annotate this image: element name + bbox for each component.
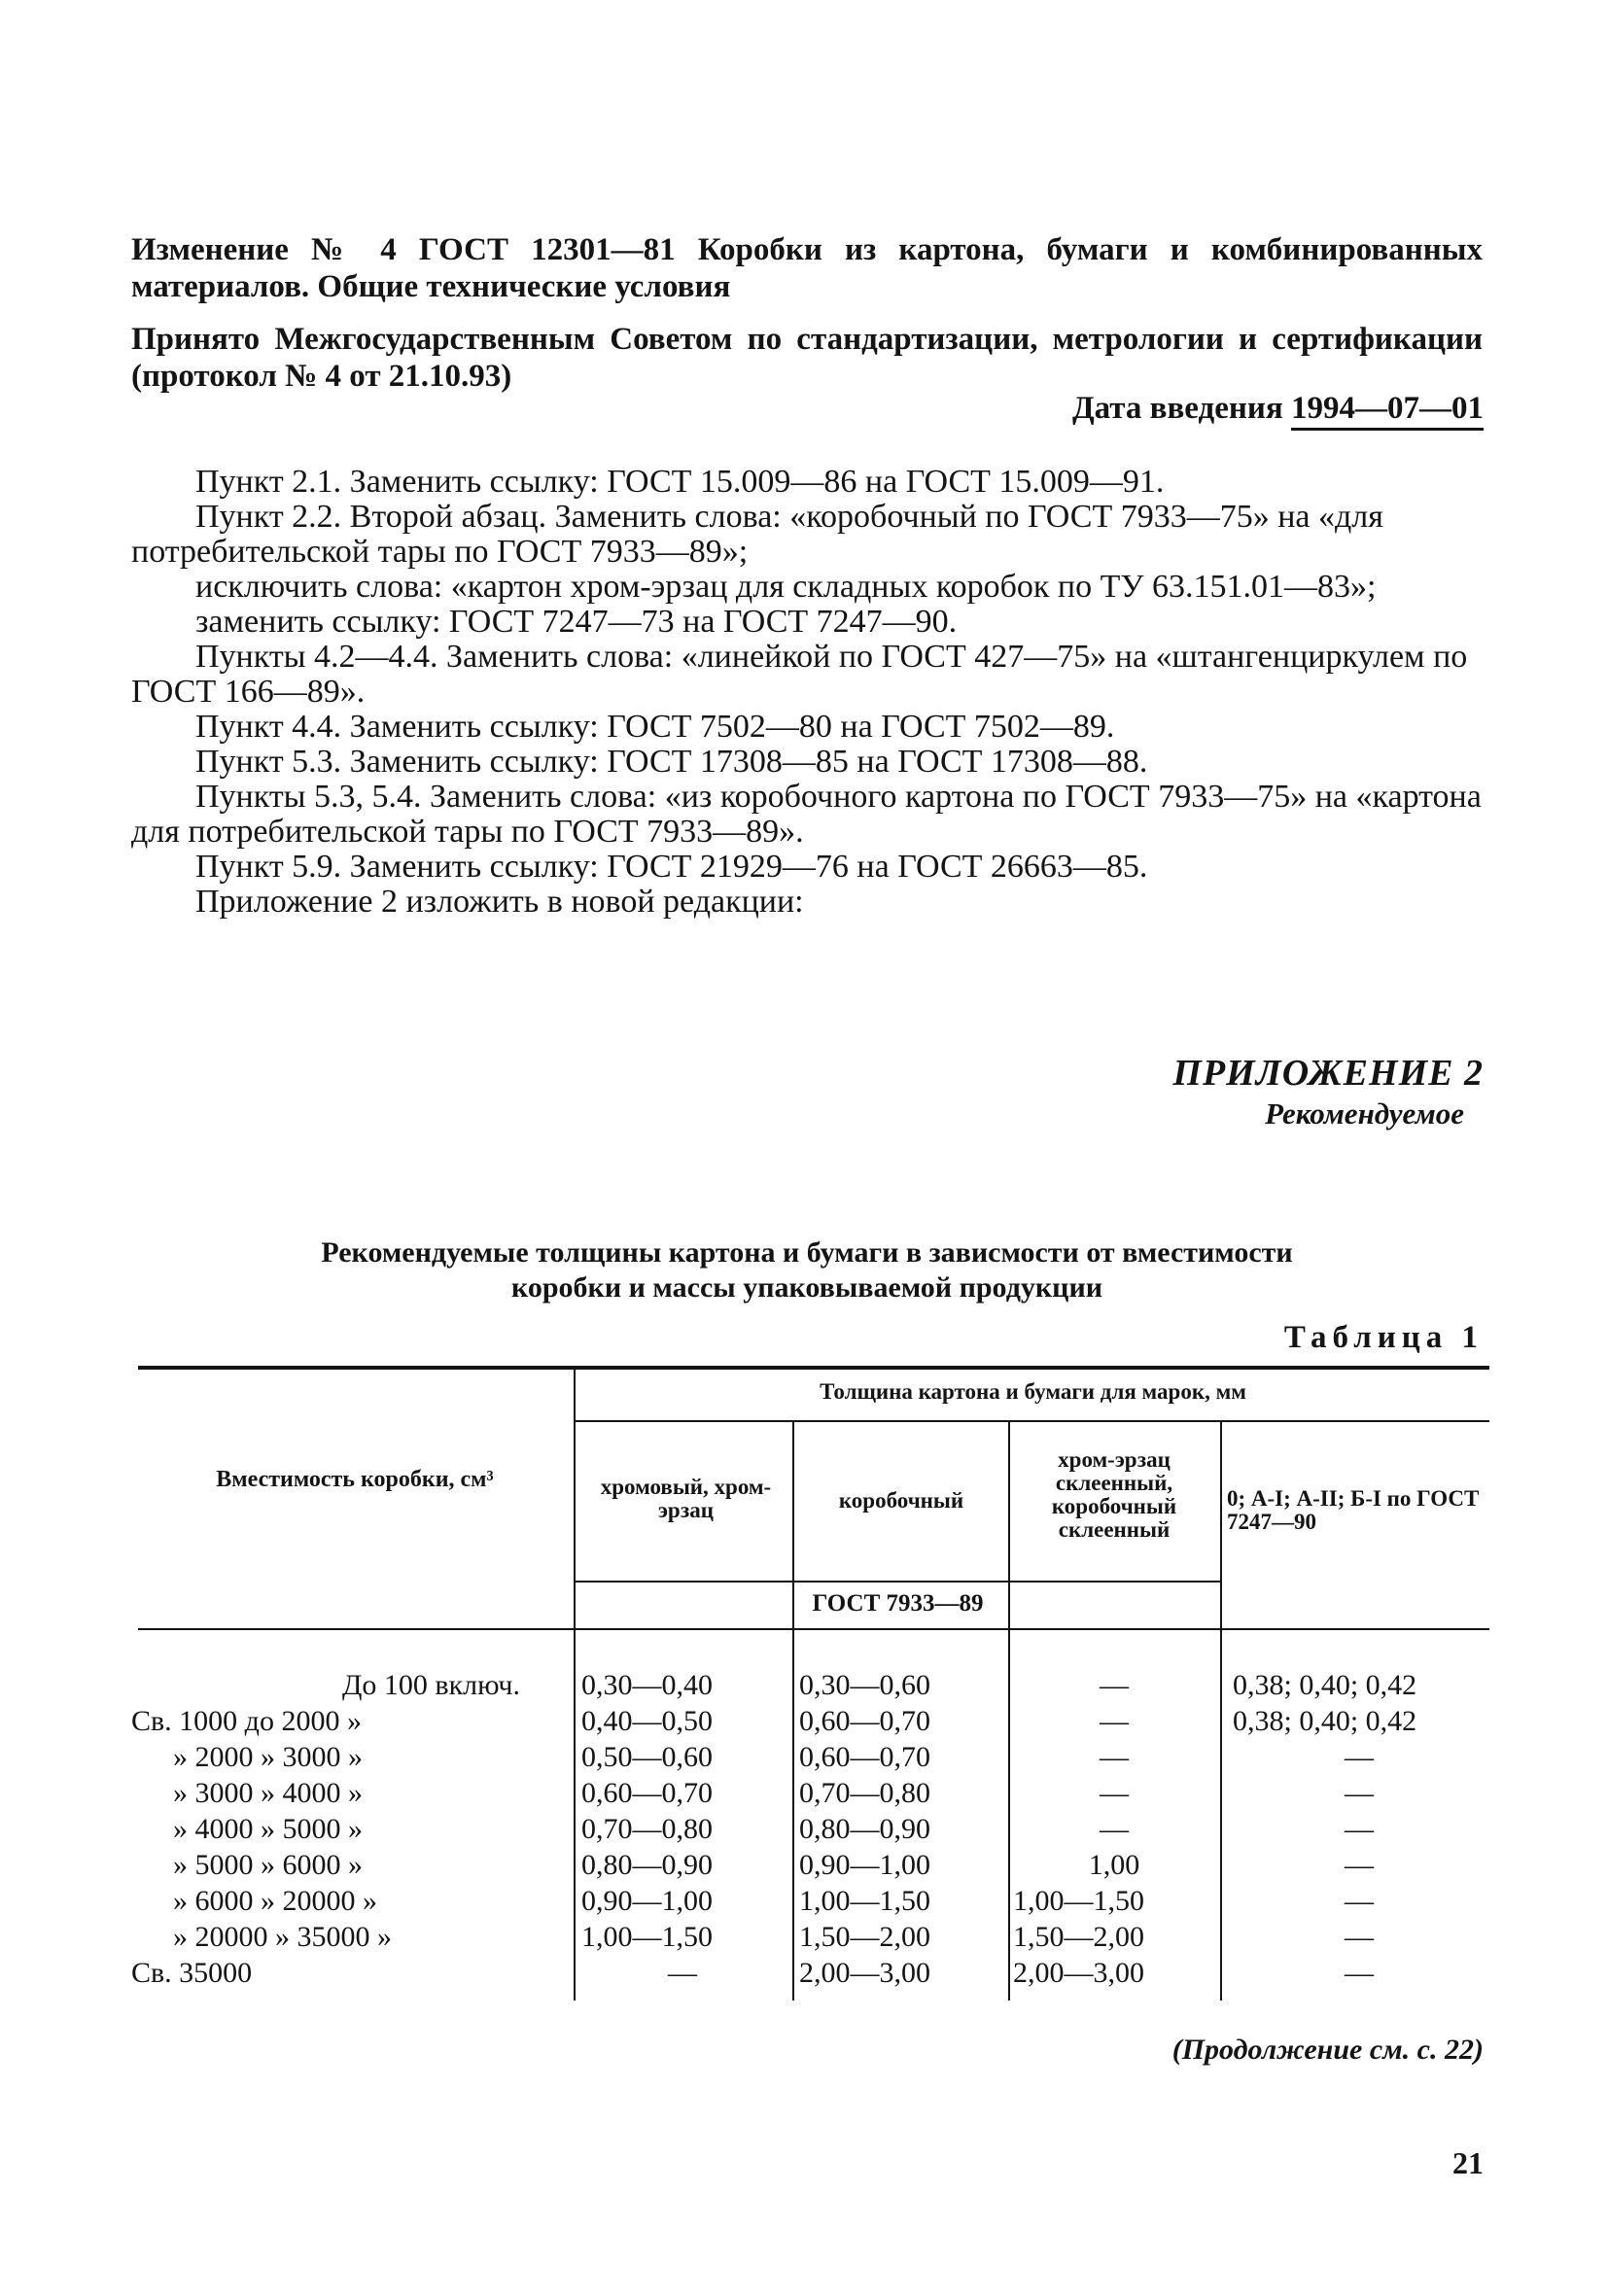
cell-value: 1,00—1,50	[1013, 1885, 1144, 1917]
cell-value: 0,90—1,00	[581, 1885, 713, 1917]
cell-value: 1,00—1,50	[799, 1885, 930, 1917]
cell-value: —	[1100, 1741, 1129, 1773]
change-item: Пункт 2.2. Второй абзац. Заменить слова: «коробочный по ГОСТ 7933—75» на «для потребительской тары по ГОСТ 7933—89»;	[131, 499, 1383, 570]
cell-value: —	[668, 1957, 697, 1989]
change-item: Пункт 5.3. Заменить ссылку: ГОСТ 17308—85 на ГОСТ 17308—88.	[195, 744, 1148, 780]
cell-value: —	[1345, 1741, 1374, 1773]
cell-value: —	[1345, 1957, 1374, 1989]
cell-value: —	[1100, 1813, 1129, 1845]
change-item: исключить слова: «картон хром-эрзац для складных коробок по ТУ 63.151.01—83»;	[195, 569, 1377, 605]
cell-value: —	[1345, 1777, 1374, 1809]
cell-value: —	[1345, 1849, 1374, 1881]
th-gost7933: ГОСТ 7933—89	[812, 1590, 984, 1617]
table-col-divider	[792, 1422, 794, 2000]
table-subheader-rule	[576, 1420, 1489, 1422]
th-col-chrome: хромовый, хром-эрзац	[600, 1475, 772, 1522]
date-value: 1994—07—01	[1291, 391, 1484, 431]
date-label: Дата введения	[1071, 391, 1283, 426]
cell-capacity: Св. 35000	[131, 1957, 253, 1989]
change-item: Приложение 2 изложить в новой редакции:	[195, 884, 804, 920]
cell-value: 0,60—0,70	[581, 1777, 713, 1809]
change-list	[131, 465, 1483, 920]
cell-value: 0,38; 0,40; 0,42	[1233, 1705, 1417, 1737]
cell-capacity: » 4000 » 5000 »	[173, 1813, 363, 1845]
table-title-line1: Рекомендуемые толщины картона и бумаги в зависмости от вместимости	[321, 1236, 1293, 1269]
cell-value: 1,00—1,50	[581, 1921, 713, 1953]
amendment-title: Изменение № 4 ГОСТ 12301—81 Коробки из картона, бумаги и комбинированных материалов. Общие технические условия	[131, 232, 1483, 304]
cell-capacity: » 2000 » 3000 »	[173, 1741, 363, 1773]
cell-capacity: » 5000 » 6000 »	[173, 1849, 363, 1881]
table-col-divider	[1008, 1422, 1010, 2000]
cell-value: 1,50—2,00	[1013, 1921, 1144, 1953]
cell-value: 0,90—1,00	[799, 1849, 930, 1881]
cell-value: 0,30—0,40	[581, 1669, 713, 1701]
cell-value: 1,00	[1088, 1849, 1140, 1881]
table-top-rule	[138, 1366, 1489, 1370]
cell-value: —	[1100, 1705, 1129, 1737]
cell-value: 1,50—2,00	[799, 1921, 930, 1953]
cell-capacity: Св. 1000 до 2000 »	[131, 1705, 362, 1737]
cell-value: —	[1100, 1777, 1129, 1809]
th-col-box: коробочный	[838, 1488, 964, 1513]
adopted-note: Принято Межгосударственным Советом по стандартизации, метрологии и сертификации (протокол № 4 от 21.10.93)	[131, 322, 1483, 394]
cell-capacity: » 20000 » 35000 »	[173, 1921, 392, 1953]
cell-capacity: » 3000 » 4000 »	[173, 1777, 363, 1809]
th-capacity: Вместимость коробки, см³	[216, 1467, 494, 1492]
cell-value: 0,60—0,70	[799, 1741, 930, 1773]
appendix-status: Рекомендуемое	[1265, 1096, 1464, 1131]
change-item: Пункт 2.1. Заменить ссылку: ГОСТ 15.009—86 на ГОСТ 15.009—91.	[195, 464, 1165, 500]
effective-date	[1072, 391, 1484, 427]
cell-value: —	[1100, 1669, 1129, 1701]
cell-value: 0,70—0,80	[581, 1813, 713, 1845]
cell-value: 0,80—0,90	[581, 1849, 713, 1881]
cell-value: —	[1345, 1813, 1374, 1845]
cell-value: 0,80—0,90	[799, 1813, 930, 1845]
change-item: Пункты 5.3, 5.4. Заменить слова: «из коробочного картона по ГОСТ 7933—75» на «картона для потребительской тары по ГОСТ 7933—89».	[131, 779, 1482, 850]
cell-capacity: » 6000 » 20000 »	[173, 1885, 377, 1917]
appendix-label: ПРИЛОЖЕНИЕ 2	[1172, 1053, 1484, 1094]
table-col-divider	[1220, 1422, 1222, 2000]
change-item: заменить ссылку: ГОСТ 7247—73 на ГОСТ 7247—90.	[195, 604, 958, 640]
cell-value: 0,40—0,50	[581, 1705, 713, 1737]
table-gost-rule	[576, 1581, 1220, 1583]
cell-value: —	[1345, 1921, 1374, 1953]
change-item: Пункт 4.4. Заменить ссылку: ГОСТ 7502—80 на ГОСТ 7502—89.	[195, 709, 1115, 745]
th-col-glued: хром-эрзац склеенный, коробочный склеенный	[1051, 1447, 1177, 1542]
table-title-line2: коробки и массы упаковываемой продукции	[510, 1271, 1103, 1304]
page-number: 21	[1452, 2145, 1484, 2180]
th-col-gost7247: 0; А-I; А-II; Б-I по ГОСТ 7247—90	[1227, 1486, 1480, 1534]
change-item: Пункты 4.2—4.4. Заменить слова: «линейкой по ГОСТ 427—75» на «штангенциркулем по ГОСТ 166—89».	[131, 639, 1468, 710]
cell-value: 0,60—0,70	[799, 1705, 930, 1737]
table-header-rule	[138, 1628, 1489, 1630]
th-thickness: Толщина картона и бумаги для марок, мм	[820, 1379, 1246, 1404]
cell-value: 2,00—3,00	[1013, 1957, 1144, 1989]
cell-value: 0,38; 0,40; 0,42	[1233, 1669, 1417, 1701]
continuation-note: (Продолжение см. с. 22)	[1171, 2034, 1484, 2066]
cell-value: 0,30—0,60	[799, 1669, 930, 1701]
cell-value: 2,00—3,00	[799, 1957, 930, 1989]
cell-value: —	[1345, 1885, 1374, 1917]
table-caption: Таблица 1	[1283, 1320, 1484, 1355]
change-item: Пункт 5.9. Заменить ссылку: ГОСТ 21929—76 на ГОСТ 26663—85.	[195, 849, 1148, 885]
cell-value: 0,70—0,80	[799, 1777, 930, 1809]
cell-value: 0,50—0,60	[581, 1741, 713, 1773]
cell-capacity: До 100 включ.	[341, 1669, 520, 1701]
table-col-divider	[574, 1369, 576, 2000]
